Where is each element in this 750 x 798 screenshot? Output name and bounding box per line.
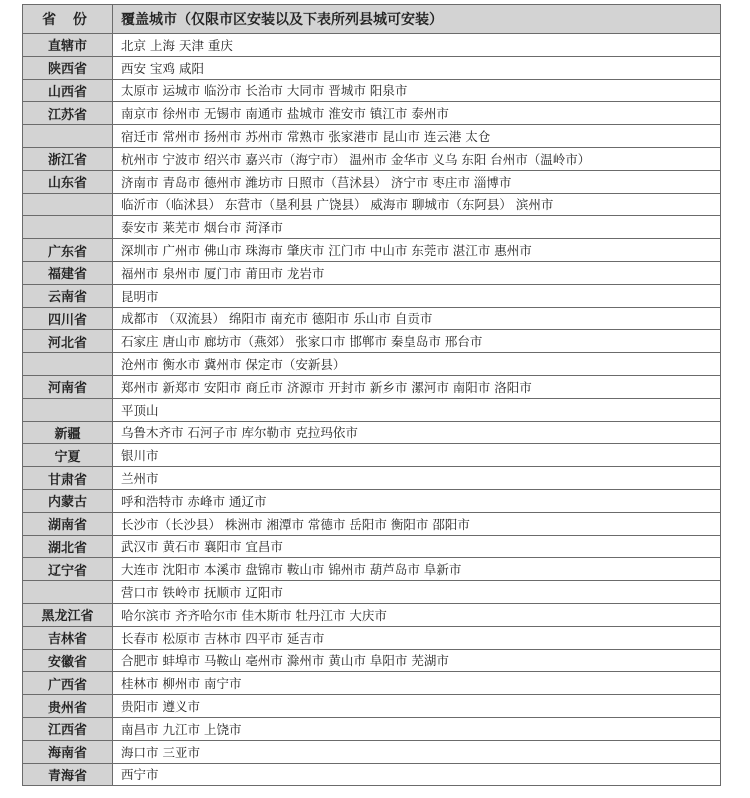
province-cell: 河南省 — [23, 375, 113, 398]
cities-cell: 昆明市 — [113, 284, 721, 307]
province-cell: 宁夏 — [23, 444, 113, 467]
table-row — [23, 193, 721, 216]
cities-cell: 武汉市 黄石市 襄阳市 宜昌市 — [113, 535, 721, 558]
table-header — [23, 5, 721, 34]
province-cell: 山西省 — [23, 79, 113, 102]
cities-cell: 贵阳市 遵义市 — [113, 695, 721, 718]
table-row — [23, 740, 721, 763]
header-row — [23, 5, 721, 34]
table-row — [23, 34, 721, 57]
province-cell: 辽宁省 — [23, 558, 113, 581]
table-row — [23, 626, 721, 649]
cities-cell: 宿迁市 常州市 扬州市 苏州市 常熟市 张家港市 昆山市 连云港 太仓 — [113, 125, 721, 148]
table-row — [23, 375, 721, 398]
table-body — [23, 34, 721, 786]
cities-cell: 太原市 运城市 临汾市 长治市 大同市 晋城市 阳泉市 — [113, 79, 721, 102]
table-row — [23, 79, 721, 102]
cities-cell: 南昌市 九江市 上饶市 — [113, 717, 721, 740]
table-row — [23, 102, 721, 125]
table-row — [23, 398, 721, 421]
table-row — [23, 353, 721, 376]
cities-cell: 海口市 三亚市 — [113, 740, 721, 763]
province-cell: 内蒙古 — [23, 489, 113, 512]
province-cell — [23, 353, 113, 376]
cities-cell: 长春市 松原市 吉林市 四平市 延吉市 — [113, 626, 721, 649]
cities-cell: 郑州市 新郑市 安阳市 商丘市 济源市 开封市 新乡市 漯河市 南阳市 洛阳市 — [113, 375, 721, 398]
cities-cell: 大连市 沈阳市 本溪市 盘锦市 鞍山市 锦州市 葫芦岛市 阜新市 — [113, 558, 721, 581]
table-row — [23, 239, 721, 262]
province-cell — [23, 216, 113, 239]
cities-cell: 成都市 （双流县） 绵阳市 南充市 德阳市 乐山市 自贡市 — [113, 307, 721, 330]
table-row — [23, 763, 721, 786]
header-province: 省 份 — [23, 5, 113, 34]
province-cell — [23, 193, 113, 216]
cities-cell: 北京 上海 天津 重庆 — [113, 34, 721, 57]
province-cell: 海南省 — [23, 740, 113, 763]
table-row — [23, 216, 721, 239]
table-row — [23, 125, 721, 148]
province-cell: 湖南省 — [23, 512, 113, 535]
cities-cell: 杭州市 宁波市 绍兴市 嘉兴市（海宁市） 温州市 金华市 义乌 东阳 台州市（温岭市） — [113, 147, 721, 170]
table-row — [23, 421, 721, 444]
cities-cell: 临沂市（临沭县） 东营市（垦利县 广饶县） 威海市 聊城市（东阿县） 滨州市 — [113, 193, 721, 216]
cities-cell: 兰州市 — [113, 467, 721, 490]
cities-cell: 呼和浩特市 赤峰市 通辽市 — [113, 489, 721, 512]
cities-cell: 合肥市 蚌埠市 马鞍山 亳州市 滁州市 黄山市 阜阳市 芜湖市 — [113, 649, 721, 672]
province-cell: 江苏省 — [23, 102, 113, 125]
cities-cell: 石家庄 唐山市 廊坊市（燕郊） 张家口市 邯郸市 秦皇岛市 邢台市 — [113, 330, 721, 353]
province-cell: 广东省 — [23, 239, 113, 262]
table-row — [23, 512, 721, 535]
province-cell: 四川省 — [23, 307, 113, 330]
province-cell: 山东省 — [23, 170, 113, 193]
province-cell: 江西省 — [23, 717, 113, 740]
table-row — [23, 261, 721, 284]
province-cell: 甘肃省 — [23, 467, 113, 490]
cities-cell: 西宁市 — [113, 763, 721, 786]
header-cities: 覆盖城市（仅限市区安装以及下表所列县城可安装） — [113, 5, 721, 34]
table-row — [23, 489, 721, 512]
cities-cell: 南京市 徐州市 无锡市 南通市 盐城市 淮安市 镇江市 泰州市 — [113, 102, 721, 125]
table-row — [23, 695, 721, 718]
cities-cell: 深圳市 广州市 佛山市 珠海市 肇庆市 江门市 中山市 东莞市 湛江市 惠州市 — [113, 239, 721, 262]
province-cell: 福建省 — [23, 261, 113, 284]
table-row — [23, 581, 721, 604]
cities-cell: 哈尔滨市 齐齐哈尔市 佳木斯市 牡丹江市 大庆市 — [113, 603, 721, 626]
cities-cell: 沧州市 衡水市 冀州市 保定市（安新县） — [113, 353, 721, 376]
province-cell — [23, 125, 113, 148]
cities-cell: 长沙市（长沙县） 株洲市 湘潭市 常德市 岳阳市 衡阳市 邵阳市 — [113, 512, 721, 535]
province-cell — [23, 398, 113, 421]
cities-cell: 银川市 — [113, 444, 721, 467]
cities-cell: 福州市 泉州市 厦门市 莆田市 龙岩市 — [113, 261, 721, 284]
province-cell: 浙江省 — [23, 147, 113, 170]
province-cell: 青海省 — [23, 763, 113, 786]
province-cell: 陕西省 — [23, 56, 113, 79]
table-row — [23, 467, 721, 490]
table-row — [23, 717, 721, 740]
table-row — [23, 307, 721, 330]
province-cell: 云南省 — [23, 284, 113, 307]
cities-cell: 西安 宝鸡 咸阳 — [113, 56, 721, 79]
province-cell: 黑龙江省 — [23, 603, 113, 626]
table-row — [23, 558, 721, 581]
table-row — [23, 147, 721, 170]
table-row — [23, 56, 721, 79]
table-row — [23, 672, 721, 695]
province-cell: 广西省 — [23, 672, 113, 695]
table-row — [23, 284, 721, 307]
province-cell: 直辖市 — [23, 34, 113, 57]
cities-cell: 桂林市 柳州市 南宁市 — [113, 672, 721, 695]
table-row — [23, 330, 721, 353]
table-row — [23, 444, 721, 467]
cities-cell: 平顶山 — [113, 398, 721, 421]
cities-cell: 泰安市 莱芜市 烟台市 菏泽市 — [113, 216, 721, 239]
province-cell: 新疆 — [23, 421, 113, 444]
province-cell: 河北省 — [23, 330, 113, 353]
cities-cell: 乌鲁木齐市 石河子市 库尔勒市 克拉玛依市 — [113, 421, 721, 444]
province-cell: 湖北省 — [23, 535, 113, 558]
cities-cell: 济南市 青岛市 德州市 潍坊市 日照市（莒沭县） 济宁市 枣庄市 淄博市 — [113, 170, 721, 193]
province-cell: 安徽省 — [23, 649, 113, 672]
table-row — [23, 170, 721, 193]
province-cell — [23, 581, 113, 604]
coverage-table — [22, 4, 721, 786]
province-cell: 吉林省 — [23, 626, 113, 649]
cities-cell: 营口市 铁岭市 抚顺市 辽阳市 — [113, 581, 721, 604]
table-row — [23, 649, 721, 672]
province-cell: 贵州省 — [23, 695, 113, 718]
table-row — [23, 535, 721, 558]
table-row — [23, 603, 721, 626]
